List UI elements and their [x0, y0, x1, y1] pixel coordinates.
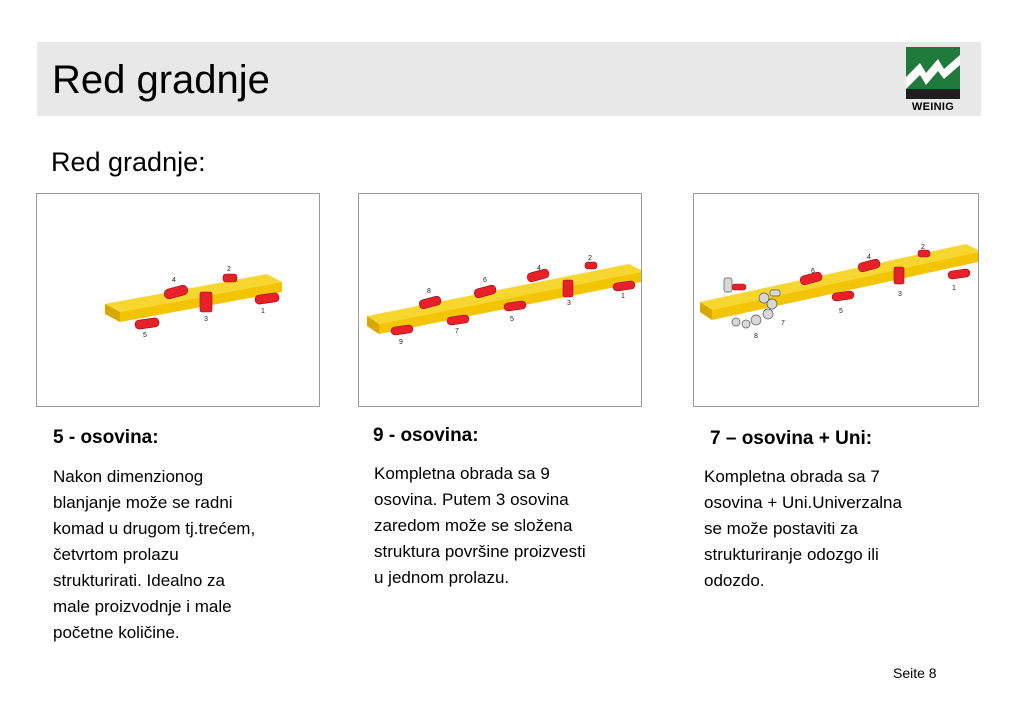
machine-diagram-5-axis [36, 193, 320, 407]
spindle-label: 3 [898, 291, 902, 298]
column-text-9-axis: Kompletna obrada sa 9 osovina. Putem 3 osovina zaredom može se složena struktura površine proizvesti u jednom prolazu. [374, 464, 586, 587]
machine-7-axis-uni-illustration [694, 194, 978, 406]
spindle-label: 6 [483, 277, 487, 284]
spindle-label: 2 [588, 255, 592, 262]
column-text-7-axis-uni: Kompletna obrada sa 7 osovina + Uni.Univerzalna se može postaviti za strukturiranje odozgo ili odozdo. [704, 467, 902, 590]
machine-9-axis-illustration [359, 194, 641, 406]
spindle-label: 4 [867, 254, 871, 261]
spindle-label: 5 [839, 308, 843, 315]
section-subtitle: Red gradnje: [51, 147, 206, 177]
spindle-label: 9 [399, 339, 403, 346]
spindle-label: 5 [510, 316, 514, 323]
column-heading-7-axis-uni: 7 – osovina + Uni: [710, 428, 873, 449]
machine-diagram-7-axis-uni [693, 193, 979, 407]
machine-diagram-9-axis [358, 193, 642, 407]
spindle-label: 5 [143, 332, 147, 339]
column-heading-5-axis: 5 - osovina: [53, 427, 159, 448]
column-text-5-axis: Nakon dimenzionog blanjanje može se radni komad u drugom tj.trećem, četvrtom prolazu strukturirati. Idealno za male proizvodnje i male početne količine. [53, 467, 256, 642]
weinig-logo [904, 45, 962, 115]
spindle-label: 3 [567, 300, 571, 307]
spindle-label: 6 [811, 268, 815, 275]
spindle-label: 3 [204, 316, 208, 323]
spindle-label: 4 [172, 277, 176, 284]
spindle-label: 2 [227, 266, 231, 273]
spindle-label: 1 [952, 285, 956, 292]
spindle-label: 1 [261, 308, 265, 315]
column-heading-9-axis: 9 - osovina: [373, 425, 479, 446]
spindle-label: 8 [427, 288, 431, 295]
page-number: Seite 8 [893, 665, 937, 681]
slide-title: Red gradnje [52, 58, 270, 102]
spindle-label: 7 [455, 328, 459, 335]
spindle-label: 7 [781, 320, 785, 327]
machine-5-axis-illustration [37, 194, 319, 406]
weinig-logo-icon [904, 45, 962, 101]
spindle-label: 8 [754, 333, 758, 340]
spindle-label: 4 [537, 265, 541, 272]
spindle-label: 2 [921, 244, 925, 251]
spindle-label: 1 [621, 293, 625, 300]
logo-text: WEINIG [911, 101, 955, 113]
title-bar [37, 42, 981, 116]
